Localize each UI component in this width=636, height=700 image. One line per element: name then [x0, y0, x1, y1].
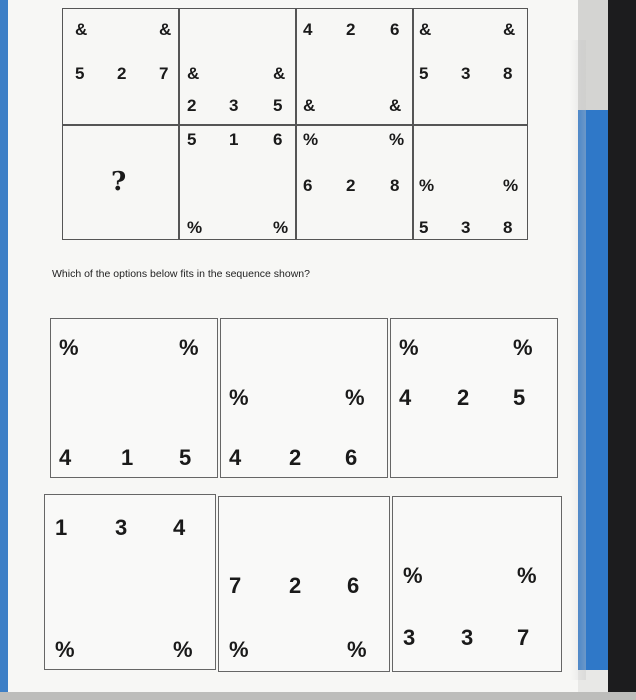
option-symbol: % [517, 563, 537, 588]
cell-symbol: & [303, 96, 316, 115]
answer-option-1[interactable] [50, 318, 218, 478]
cell-digit: 8 [503, 218, 513, 237]
paper-shadow [570, 40, 586, 680]
option-digit: 2 [289, 445, 302, 470]
option-digit: 5 [179, 445, 192, 470]
option-symbol: % [513, 335, 533, 360]
cell-symbol: % [389, 130, 405, 149]
cell-digit: 1 [229, 130, 239, 149]
option-digit: 1 [121, 445, 134, 470]
cell-digit: 8 [503, 64, 513, 83]
background-edge [608, 0, 636, 700]
option-symbol: % [59, 335, 79, 360]
cell-digit: 6 [303, 176, 313, 195]
cell-digit: 6 [390, 20, 400, 39]
cell-digit: 8 [390, 176, 400, 195]
cell-digit: 2 [346, 20, 356, 39]
background-edge [0, 692, 636, 700]
option-symbol: % [55, 637, 75, 662]
cell-digit: 3 [461, 218, 471, 237]
cell-digit: 4 [303, 20, 313, 39]
option-digit: 2 [457, 385, 470, 410]
background-edge [0, 0, 8, 700]
cell-symbol: & [75, 20, 88, 39]
answer-option-4[interactable] [44, 494, 216, 670]
option-digit: 4 [229, 445, 242, 470]
cell-digit: 3 [229, 96, 239, 115]
cell-digit: 5 [419, 218, 429, 237]
option-symbol: % [229, 385, 249, 410]
cell-symbol: % [187, 218, 203, 237]
answer-option-6[interactable] [392, 496, 562, 672]
option-digit: 3 [403, 625, 416, 650]
option-symbol: % [345, 385, 365, 410]
cell-symbol: & [419, 20, 432, 39]
cell-symbol: & [503, 20, 516, 39]
answer-option-3[interactable] [390, 318, 558, 478]
answer-option-2[interactable] [220, 318, 388, 478]
grid-divider [63, 124, 527, 126]
cell-digit: 7 [159, 64, 169, 83]
cell-symbol: % [303, 130, 319, 149]
option-digit: 7 [229, 573, 242, 598]
option-digit: 4 [399, 385, 412, 410]
option-digit: 3 [115, 515, 128, 540]
cell-digit: 5 [273, 96, 283, 115]
option-digit: 3 [461, 625, 474, 650]
option-digit: 5 [513, 385, 526, 410]
puzzle-grid [62, 8, 528, 240]
cell-digit: 6 [273, 130, 283, 149]
cell-symbol: & [187, 64, 200, 83]
option-symbol: % [403, 563, 423, 588]
cell-symbol: % [419, 176, 435, 195]
cell-digit: 5 [75, 64, 85, 83]
cell-symbol: % [503, 176, 519, 195]
cell-digit: 2 [346, 176, 356, 195]
cell-digit: 5 [187, 130, 197, 149]
option-symbol: % [229, 637, 249, 662]
question-paper [8, 0, 578, 692]
option-digit: 7 [517, 625, 530, 650]
cell-symbol: & [389, 96, 402, 115]
option-digit: 4 [59, 445, 72, 470]
cell-digit: 3 [461, 64, 471, 83]
option-digit: 2 [289, 573, 302, 598]
option-symbol: % [179, 335, 199, 360]
cell-digit: 5 [419, 64, 429, 83]
option-symbol: % [173, 637, 193, 662]
option-digit: 1 [55, 515, 68, 540]
cell-digit: 2 [117, 64, 127, 83]
cell-symbol: % [273, 218, 289, 237]
option-symbol: % [399, 335, 419, 360]
option-digit: 6 [347, 573, 360, 598]
question-text: Which of the options below fits in the sequence shown? [52, 268, 310, 280]
option-symbol: % [347, 637, 367, 662]
cell-symbol: & [273, 64, 286, 83]
cell-digit: 2 [187, 96, 197, 115]
cell-symbol: & [159, 20, 172, 39]
option-digit: 4 [173, 515, 186, 540]
option-digit: 6 [345, 445, 358, 470]
missing-cell-question-mark: ? [111, 167, 127, 197]
answer-option-5[interactable] [218, 496, 390, 672]
